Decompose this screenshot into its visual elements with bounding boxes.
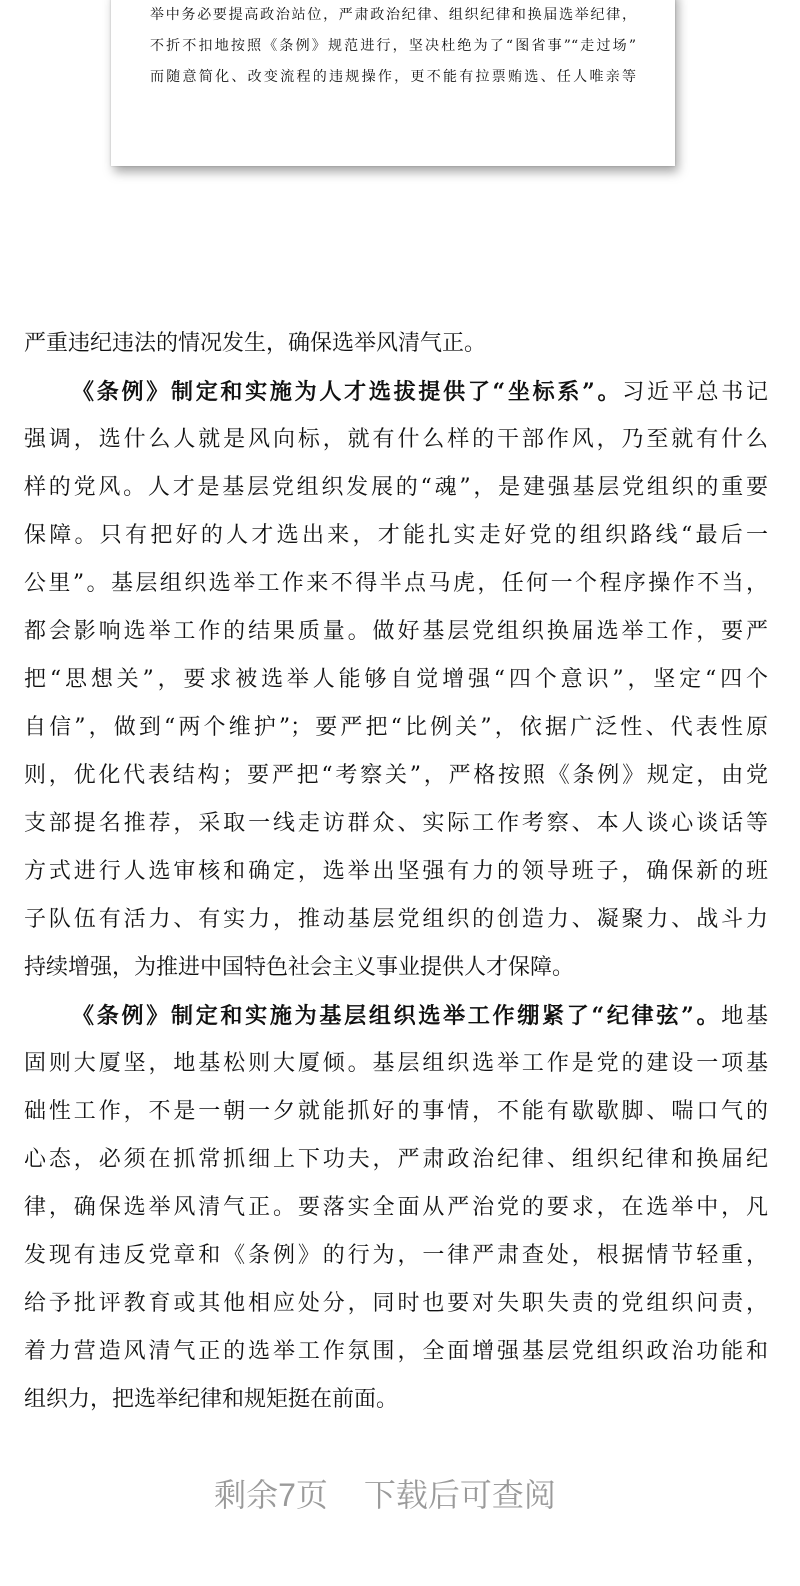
text-line: 样的党风。人才是基层党组织发展的“魂”，是建强基层党组织的重要	[24, 475, 768, 500]
text-line: 支部提名推荐，采取一线走访群众、实际工作考察、本人谈心谈话等	[24, 811, 768, 836]
text-line: 则，优化代表结构；要严把“考察关”，严格按照《条例》规定，由党	[24, 763, 768, 788]
text-line: 组织力，把选举纪律和规矩挺在前面。	[24, 1387, 399, 1412]
text-line: 子队伍有活力、有实力，推动基层党组织的创造力、凝聚力、战斗力	[24, 907, 768, 932]
text-line: 律，确保选举风清气正。要落实全面从严治党的要求，在选举中，凡	[24, 1195, 768, 1220]
text-line: 把“思想关”，要求被选举人能够自觉增强“四个意识”，坚定“四个	[24, 667, 768, 692]
text-line: 严重违纪违法的情况发生，确保选举风清气正。	[24, 331, 487, 356]
text-line: 发现有违反党章和《条例》的行为，一律严肃查处，根据情节轻重，	[24, 1243, 768, 1268]
text-line: 持续增强，为推进中国特色社会主义事业提供人才保障。	[24, 955, 575, 980]
text-line: 心态，必须在抓常抓细上下功夫，严肃政治纪律、组织纪律和换届纪	[24, 1147, 768, 1172]
card-text-line: 不折不扣地按照《条例》规范进行，坚决杜绝为了“图省事”“走过场”	[150, 38, 636, 54]
text-line: 础性工作，不是一朝一夕就能抓好的事情，不能有歇歇脚、喘口气的	[24, 1099, 768, 1124]
remaining-pages-label: 剩余7页	[214, 1477, 328, 1513]
paragraph-start	[24, 998, 768, 1046]
text-line: 都会影响选举工作的结果质量。做好基层党组织换届选举工作，要严	[24, 619, 768, 644]
text-line: 习近平总书记	[622, 380, 768, 405]
paragraph-start	[24, 374, 768, 422]
text-line: 地基	[721, 1004, 768, 1029]
text-line: 固则大厦坚，地基松则大厦倾。基层组织选举工作是党的建设一项基	[24, 1051, 768, 1076]
download-to-view-label[interactable]: 下载后可查阅	[363, 1477, 556, 1513]
preview-page-card	[111, 0, 675, 166]
card-text-line: 而随意简化、改变流程的违规操作，更不能有拉票贿选、任人唯亲等	[150, 69, 636, 85]
document-body	[24, 326, 768, 1430]
text-line: 给予批评教育或其他相应处分，同时也要对失职失责的党组织问责，	[24, 1291, 768, 1316]
text-line: 保障。只有把好的人才选出来，才能扎实走好党的组织路线“最后一	[24, 523, 768, 548]
text-line: 强调，选什么人就是风向标，就有什么样的干部作风，乃至就有什么	[24, 427, 768, 452]
section-heading: 《条例》制定和实施为基层组织选举工作绷紧了“纪律弦”。	[72, 1003, 722, 1029]
text-line: 自信”，做到“两个维护”；要严把“比例关”，依据广泛性、代表性原	[24, 715, 768, 740]
download-prompt[interactable]	[0, 1470, 770, 1516]
text-line: 着力营造风清气正的选举工作氛围，全面增强基层党组织政治功能和	[24, 1339, 768, 1364]
section-heading: 《条例》制定和实施为人才选拔提供了“坐标系”。	[72, 379, 623, 405]
text-line: 方式进行人选审核和确定，选举出坚强有力的领导班子，确保新的班	[24, 859, 768, 884]
card-text-line: 举中务必要提高政治站位，严肃政治纪律、组织纪律和换届选举纪律，	[150, 7, 636, 23]
text-line: 公里”。基层组织选举工作来不得半点马虎，任何一个程序操作不当，	[24, 571, 768, 596]
